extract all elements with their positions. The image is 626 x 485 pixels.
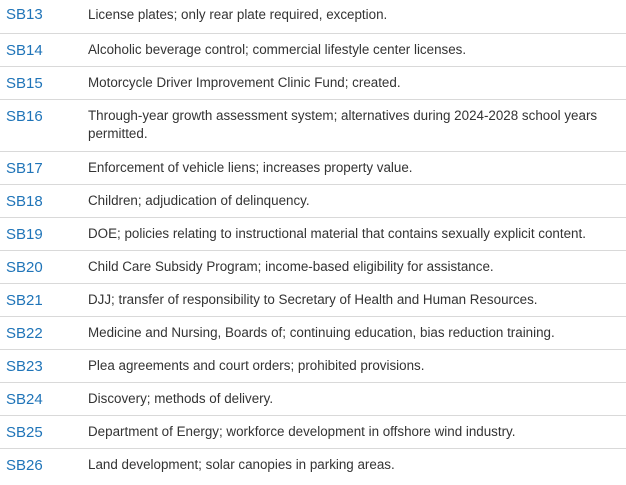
bill-description: Discovery; methods of delivery. [88, 390, 274, 406]
bill-id-cell [0, 382, 84, 415]
table-row [0, 184, 626, 217]
table-row [0, 415, 626, 448]
bill-description: Children; adjudication of delinquency. [88, 192, 310, 208]
bill-description-cell [84, 151, 626, 184]
bill-description-cell [84, 316, 626, 349]
bill-id-cell [0, 250, 84, 283]
bill-description-cell [84, 33, 626, 66]
bill-id-cell [0, 33, 84, 66]
bill-id-cell [0, 99, 84, 151]
bill-description: Through-year growth assessment system; alternatives during 2024-2028 school years permitted. [88, 107, 598, 141]
table-row [0, 0, 626, 33]
bill-description: Alcoholic beverage control; commercial lifestyle center licenses. [88, 41, 467, 57]
table-row [0, 33, 626, 66]
table-row [0, 151, 626, 184]
bill-id-cell [0, 151, 84, 184]
table-row [0, 66, 626, 99]
table-row [0, 316, 626, 349]
table-row [0, 217, 626, 250]
bill-description: Enforcement of vehicle liens; increases property value. [88, 159, 413, 175]
table-row [0, 250, 626, 283]
bill-link[interactable]: SB20 [6, 258, 43, 276]
bill-description-cell [84, 349, 626, 382]
bill-id-cell [0, 415, 84, 448]
bill-description: DJJ; transfer of responsibility to Secretary of Health and Human Resources. [88, 291, 538, 307]
bill-link[interactable]: SB23 [6, 357, 43, 375]
bill-id-cell [0, 283, 84, 316]
bill-description: Land development; solar canopies in parking areas. [88, 456, 395, 472]
bill-link[interactable]: SB17 [6, 159, 43, 177]
bill-id-cell [0, 184, 84, 217]
bill-link[interactable]: SB25 [6, 423, 43, 441]
bill-description: Child Care Subsidy Program; income-based eligibility for assistance. [88, 258, 494, 274]
table-row [0, 99, 626, 151]
bill-link[interactable]: SB18 [6, 192, 43, 210]
bill-description-cell [84, 99, 626, 151]
bill-description-cell [84, 66, 626, 99]
table-row [0, 349, 626, 382]
bill-id-cell [0, 0, 84, 33]
bill-link[interactable]: SB22 [6, 324, 43, 342]
bill-id-cell [0, 349, 84, 382]
bill-link[interactable]: SB24 [6, 390, 43, 408]
table-row [0, 382, 626, 415]
bill-description-cell [84, 184, 626, 217]
bill-link[interactable]: SB16 [6, 107, 43, 125]
bill-id-cell [0, 316, 84, 349]
bill-id-cell [0, 217, 84, 250]
bill-description-cell [84, 448, 626, 481]
bill-description: Plea agreements and court orders; prohibited provisions. [88, 357, 425, 373]
bill-link[interactable]: SB26 [6, 456, 43, 474]
table-row [0, 448, 626, 481]
bill-description: Department of Energy; workforce development in offshore wind industry. [88, 423, 516, 439]
bill-link[interactable]: SB14 [6, 41, 43, 59]
bill-description-cell [84, 283, 626, 316]
bill-description-cell [84, 415, 626, 448]
bill-description-cell [84, 0, 626, 33]
bill-description-cell [84, 250, 626, 283]
bill-link[interactable]: SB19 [6, 225, 43, 243]
bill-link[interactable]: SB13 [6, 6, 43, 23]
bill-description-cell [84, 382, 626, 415]
bill-description: License plates; only rear plate required, exception. [88, 7, 388, 22]
bill-description: Motorcycle Driver Improvement Clinic Fund; created. [88, 74, 401, 90]
bill-description-cell [84, 217, 626, 250]
bill-id-cell [0, 448, 84, 481]
bill-link[interactable]: SB21 [6, 291, 43, 309]
bill-id-cell [0, 66, 84, 99]
bill-description: DOE; policies relating to instructional material that contains sexually explicit content. [88, 225, 586, 241]
table-row [0, 283, 626, 316]
bill-link[interactable]: SB15 [6, 74, 43, 92]
bill-description: Medicine and Nursing, Boards of; continuing education, bias reduction training. [88, 324, 555, 340]
